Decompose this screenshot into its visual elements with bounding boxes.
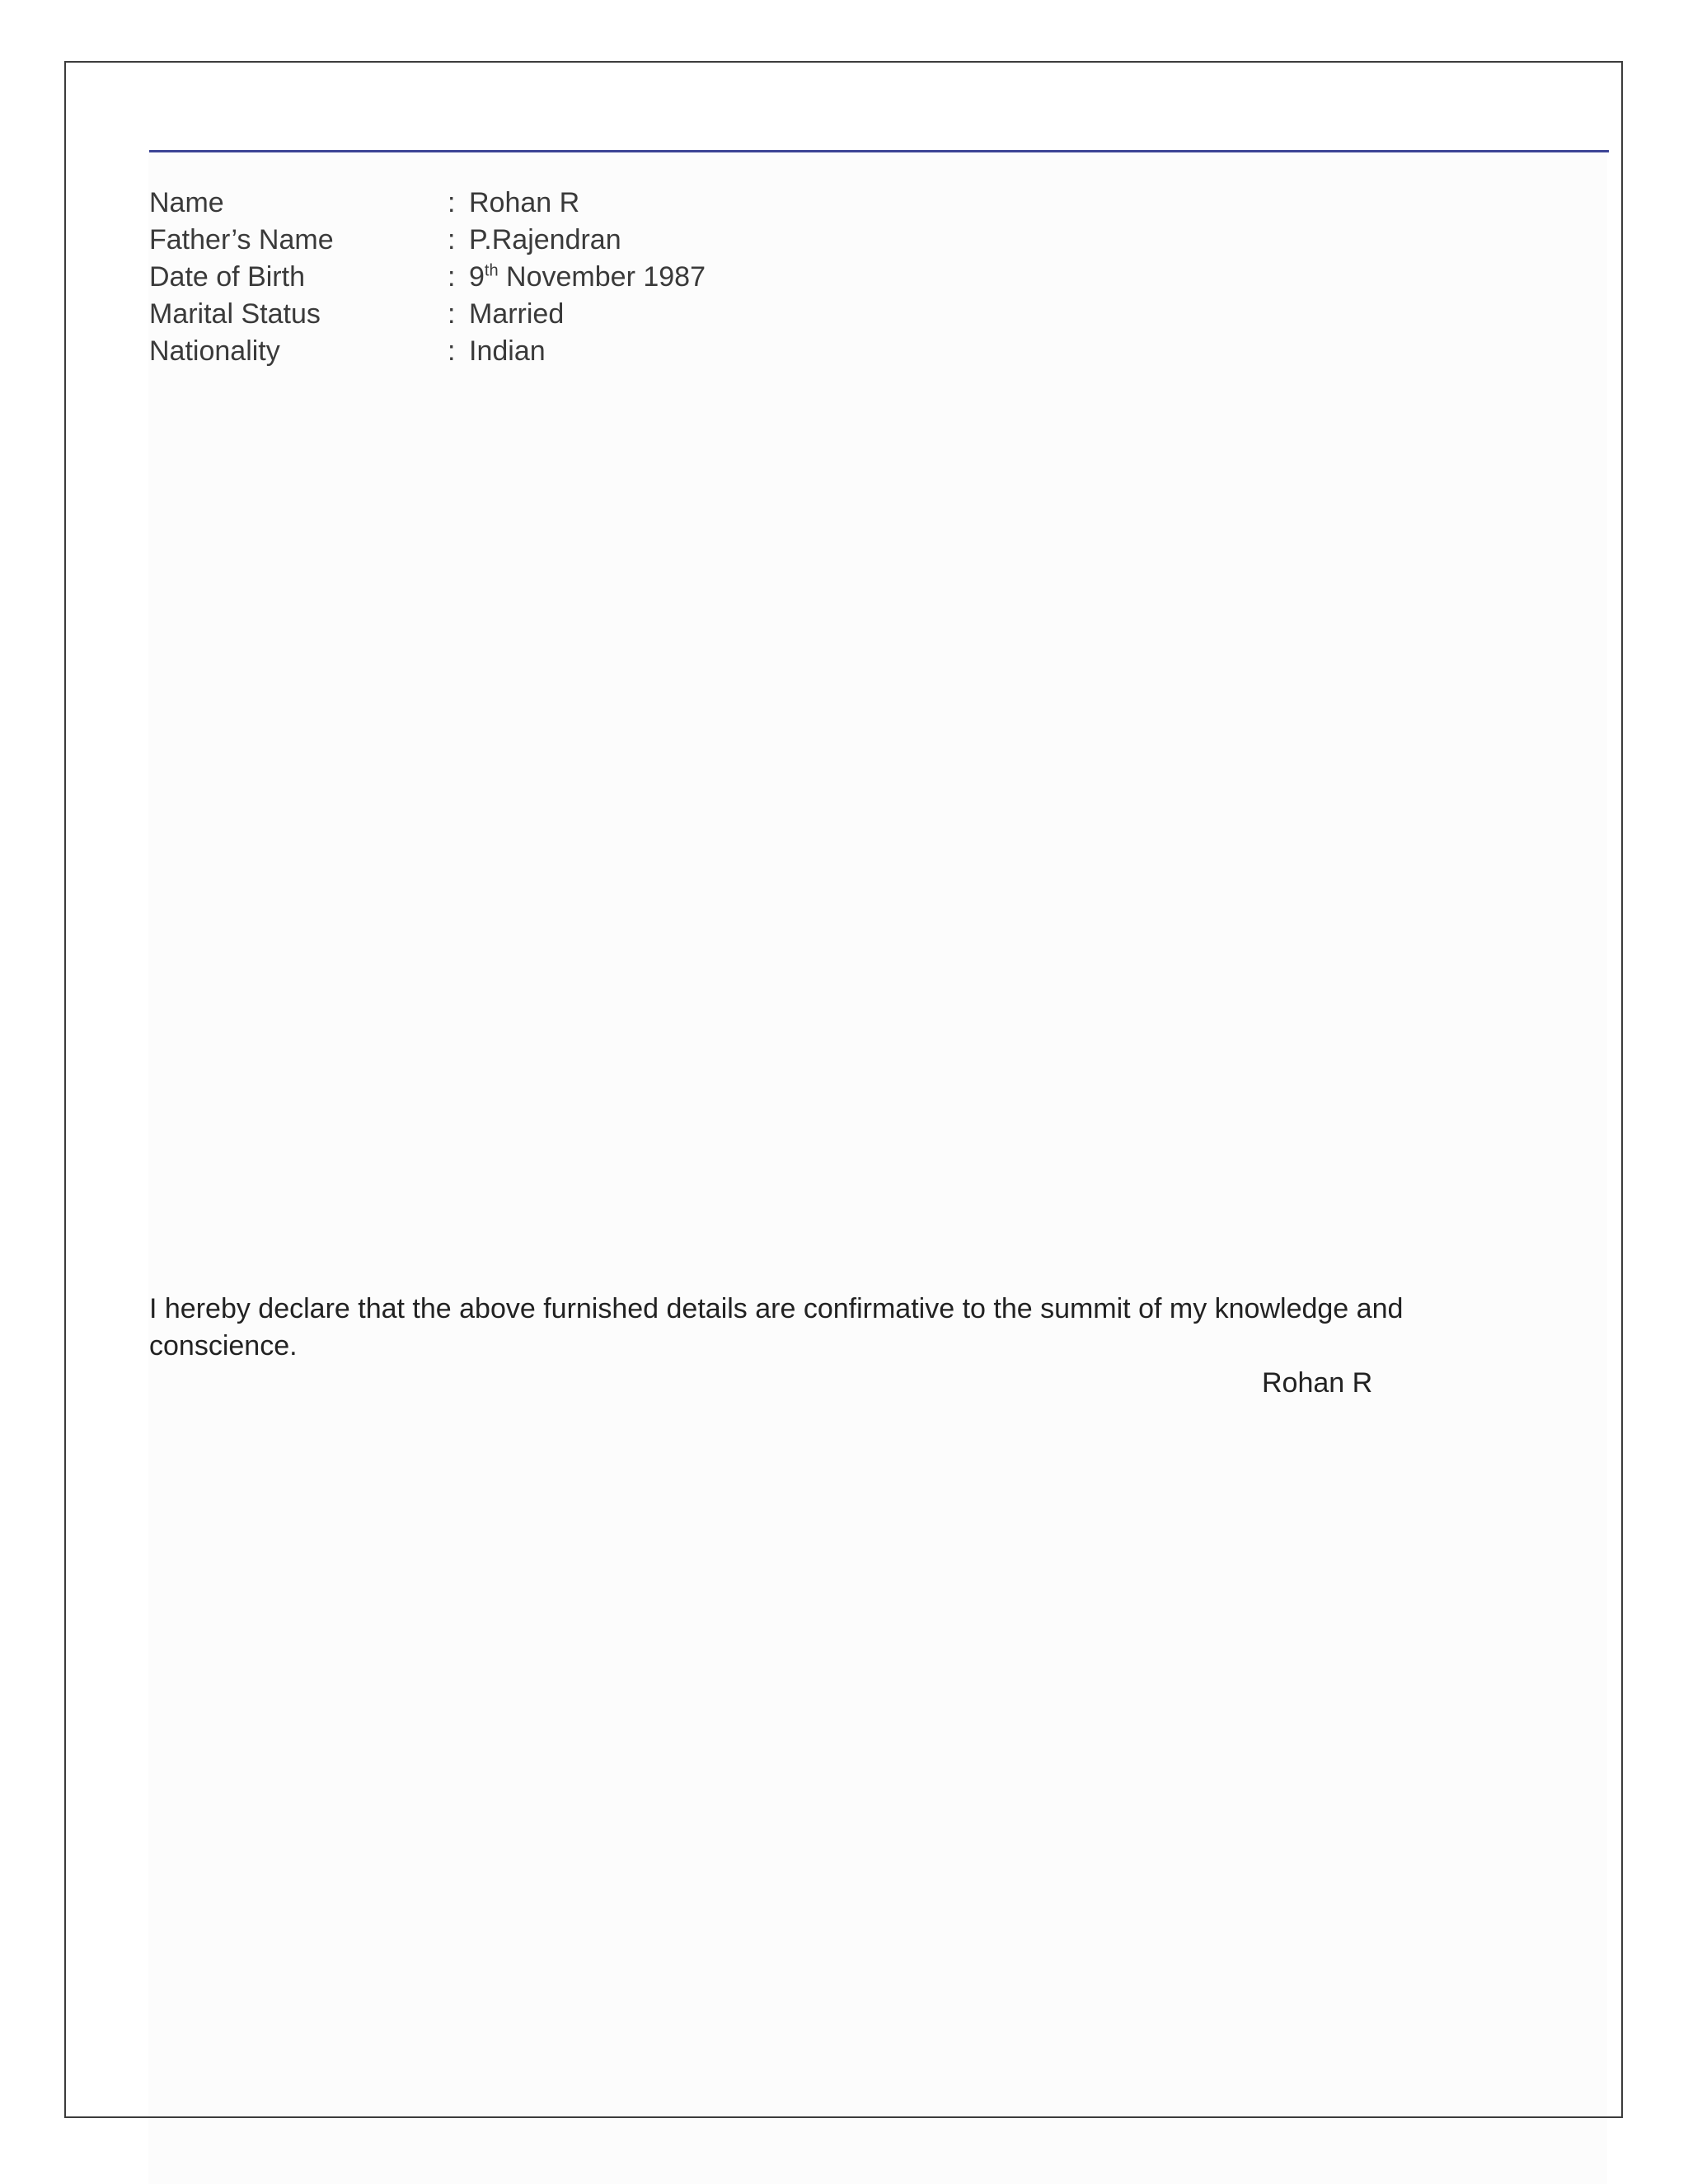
detail-colon: : [448,335,456,367]
detail-label: Father’s Name [149,224,334,255]
detail-row-nationality [149,333,706,370]
detail-row-date-of-birth [149,259,706,296]
personal-details [149,185,706,370]
header-rule [149,150,1609,152]
detail-value: Married [469,298,565,330]
detail-value: Rohan R [469,187,580,218]
detail-colon: : [448,298,456,330]
detail-value: P.Rajendran [469,224,621,255]
detail-row-fathers-name [149,222,706,259]
detail-row-marital-status [149,296,706,333]
declaration-text: I hereby declare that the above furnished details are confirmative to the summit of my knowledge and conscience. [149,1293,1404,1361]
detail-label: Name [149,187,224,218]
detail-colon: : [448,261,456,293]
date-day: 9 [469,261,485,293]
signature-name: Rohan R [1262,1367,1373,1399]
detail-label: Date of Birth [149,261,305,293]
detail-label: Nationality [149,335,280,367]
detail-value [469,259,706,296]
date-month-year: November 1987 [498,261,706,293]
detail-value: Indian [469,335,546,367]
detail-row-name [149,185,706,222]
detail-colon: : [448,187,456,218]
detail-colon: : [448,224,456,255]
detail-label: Marital Status [149,298,321,330]
date-ordinal-suffix: th [484,261,499,280]
